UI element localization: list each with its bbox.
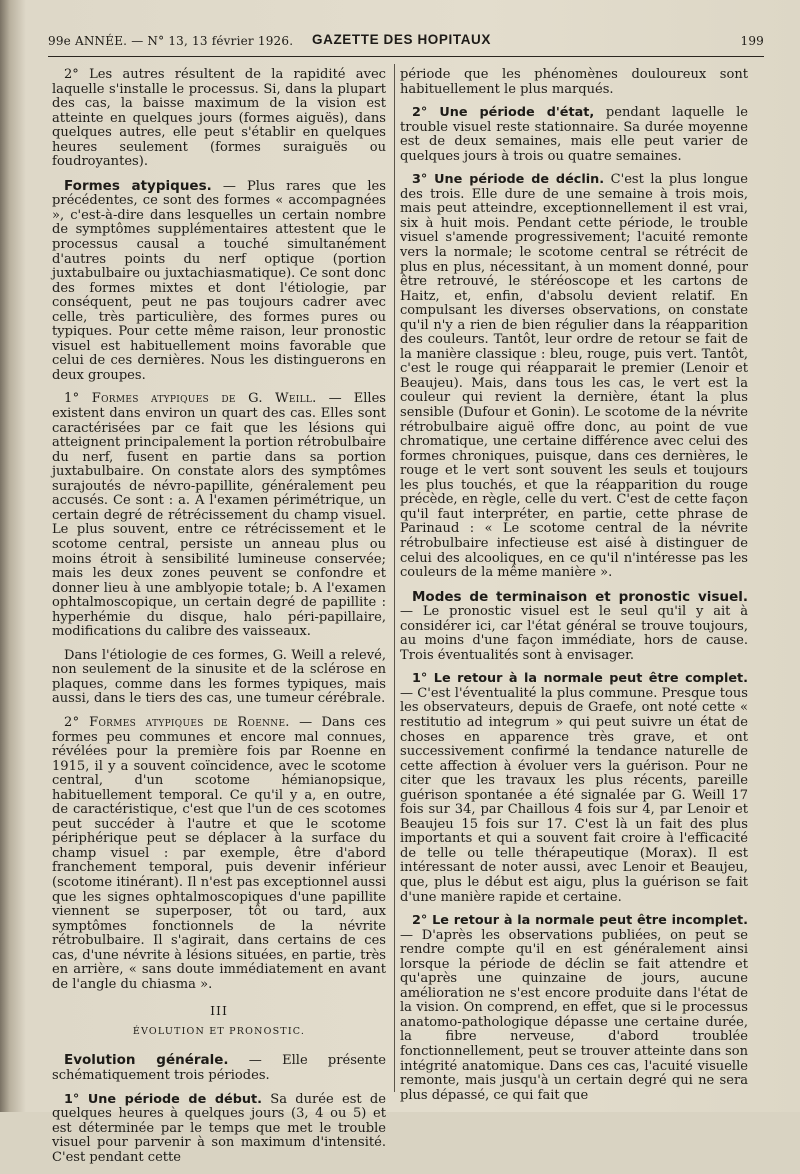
section-lead: 1° Le retour à la normale peut être complet. xyxy=(412,671,748,687)
section-lead: Modes de terminaison et pronostic visuel. xyxy=(412,588,748,605)
header-rule xyxy=(48,56,764,57)
section-lead: 2° Une période d'état, xyxy=(412,105,595,121)
section-lead: 2° Le retour à la normale peut être incomplet. xyxy=(412,913,748,929)
paragraph xyxy=(52,1093,386,1166)
column-divider xyxy=(394,64,395,1092)
paragraph xyxy=(400,590,748,664)
paragraph-text: — Dans ces formes peu communes et encore mal connues, révélées pour la première fois par Roenne en 1915, il y a souvent coïncidence, avec le scotome central, d'un scotome hémianopsique, habituellement temporal. Ce qu'il y a, en outre, de caractéristique, c'est que l'un de ces scotomes peut succéder à l'autre et que le scotome périphérique peut se déplacer à la surface du champ visuel : par exemple, être d'abord franchement temporal, puis devenir inférieur (scotome itinérant). Il n'est pas exceptionnel aussi que les signes ophtalmoscopiques d'une papillite viennent se superposer, tôt ou tard, aux symptômes fonctionnels de la névrite rétrobulbaire. Il s'agirait, dans certains de ces cas, d'une névrite à lésions situées, en partie, très en arrière, « sans doute immédiatement en avant de l'angle du chiasma ». xyxy=(52,714,386,992)
section-lead: 3° Une période de déclin. xyxy=(412,172,605,188)
paragraph: 2° Les autres résultent de la rapidité avec laquelle s'installe le processus. Si, dans la plupart des cas, la baisse maximum de la vision est atteinte en quelques jours (formes aiguës), dans quelques autres, elle peut s'établir en quelques heures seulement (formes suraiguës ou foudroyantes). xyxy=(52,67,386,170)
paragraph-text: — Plus rares que les précédentes, ce sont des formes « accompagnées », c'est-à-dire dans lesquelles un certain nombre de symptômes supplémentaires attestent que le processus causal a touché simultanément d'autres points du nerf optique (portion juxtabulbaire ou juxtachiasmatique). Ce sont donc des formes mixtes et dont l'étiologie, par conséquent, peut ne pas toujours cadrer avec celle, très particulière, des formes pures ou typiques. Pour cette même raison, leur pronostic visuel est habituellement moins favorable que celui de ces dernières. Nous les distinguerons en deux groupes. xyxy=(52,178,386,383)
paragraph-text: C'est la plus longue des trois. Elle dure de une semaine à trois mois, mais peut atteindre, exceptionnellement il est vrai, six à huit mois. Pendant cette période, le trouble visuel s'amende progressivement; l'acuité remonte vers la normale; le scotome central se rétrécit de plus en plus, nécessitant, à un moment donné, pour être retrouvé, le stéréoscope et les cartons de Haitz, et, enfin, d'absolu devient relatif. En compulsant les diverses observations, on constate qu'il n'y a rien de bien régulier dans la réapparition des couleurs. Tantôt, leur ordre de retour se fait de la manière classique : bleu, rouge, puis vert. Tantôt, c'est le rouge qui réapparait le premier (Lenoir et Beaujeu). Mais, dans tous les cas, le vert est la couleur qui revient la dernière, étant la plus sensible (Dufour et Gonin). Le scotome de la névrite rétrobulbaire aiguë offre donc, au point de vue chromatique, une certaine différence avec celui des formes chroniques, puisque, dans ces dernières, le rouge et le vert sont souvent les seuls et toujours les plus touchés, et que la réapparition du rouge précède, en règle, celle du vert. C'est de cette façon qu'il faut interpréter, en partie, cette phrase de Parinaud : « Le scotome central de la névrite rétrobulbaire infectieuse est aisé à distinguer de celui des alcooliques, en ce qu'il n'intéresse pas les couleurs de la même manière ». xyxy=(400,172,748,581)
paragraph-text: — Elles existent dans environ un quart des cas. Elles sont caractérisées par ce fait que les lésions qui atteignent principalement la portion rétrobulbaire du nerf, fusent en partie dans sa portion juxtabulbaire. On constate alors des symptômes surajoutés de névro-papillite, généralement peu accusés. Ce sont : a. A l'examen périmétrique, un certain degré de rétrécissement du champ visuel. Le plus souvent, entre ce rétrécissement et le scotome central, persiste un anneau plus ou moins étroit à sensibilité lumineuse conservée; mais les deux zones peuvent se confondre et donner lieu à une amblyopie totale; b. A l'examen ophtalmoscopique, un certain degré de papillite : hyperhémie du disque, halo péri-papillaire, modifications du calibre des vaisseaux. xyxy=(52,391,386,640)
paragraph xyxy=(400,672,748,905)
paragraph xyxy=(400,914,748,1103)
issue-info: 99e ANNÉE. — N° 13, 13 février 1926. xyxy=(48,34,294,48)
paragraph: période que les phénomènes douloureux sont habituellement le plus marqués. xyxy=(400,67,748,97)
paragraph xyxy=(52,179,386,384)
right-column xyxy=(400,68,748,1112)
left-column xyxy=(52,68,386,1174)
paragraph xyxy=(400,106,748,164)
section-lead: Formes atypiques. xyxy=(64,177,212,194)
paragraph xyxy=(400,173,748,580)
paragraph-text: — C'est l'éventualité la plus commune. Presque tous les observateurs, depuis de Graefe, ont noté cette « restitutio ad integrum » qui peut suivre un état de choses en apparence très grave, et ont successivement confirmé la tendance naturelle de cette affection à évoluer vers la guérison. Pour ne citer que les travaux les plus récents, pareille guérison spontanée a été signalée par G. Weill 17 fois sur 34, par Chaillous 4 fois sur 4, par Lenoir et Beaujeu 15 fois sur 17. C'est là un fait des plus importants et qui a souvent fait croire à l'efficacité de telle ou telle thérapeutique (Morax). Il est intéressant de noter aussi, avec Lenoir et Beaujeu, que, plus le début est aigu, plus la guérison se fait d'une manière rapide et certaine. xyxy=(400,685,748,905)
paragraph-text: — Le pronostic visuel est le seul qu'il y ait à considérer ici, car l'état général se trouve toujours, au moins d'une façon immédiate, hors de cause. Trois éventualités sont à envisager. xyxy=(400,604,748,663)
paragraph xyxy=(52,392,386,639)
section-lead: Evolution générale. xyxy=(64,1052,229,1069)
section-lead: 2° Formes atypiques de Roenne. xyxy=(64,714,290,730)
paragraph xyxy=(52,716,386,992)
paragraph-text: — Elle présente schématiquement trois périodes. xyxy=(52,1053,386,1083)
running-header xyxy=(48,30,764,52)
paragraph xyxy=(52,1053,386,1083)
paragraph: Dans l'étiologie de ces formes, G. Weill a relevé, non seulement de la sinusite et de la sclérose en plaques, comme dans les formes typiques, mais aussi, dans le tiers des cas, une tumeur cérébrale. xyxy=(52,647,386,707)
section-number: III xyxy=(210,1003,228,1019)
section-title: ÉVOLUTION ET PRONOSTIC. xyxy=(132,1025,306,1037)
section-lead: 1° Une période de début. xyxy=(64,1091,262,1107)
paragraph-text: Sa durée est de quelques heures à quelques jours (3, 4 ou 5) et est déterminée par le temps que met le trouble visuel pour parvenir à son maximum d'intensité. C'est pendant cette xyxy=(52,1091,386,1165)
paragraph-text: pendant laquelle le trouble visuel reste stationnaire. Sa durée moyenne est de deux semaines, mais elle peut varier de quelques jours à trois ou quatre semaines. xyxy=(400,105,748,164)
paragraph-text: — D'après les observations publiées, on peut se rendre compte qu'il en est généralement ainsi lorsque la période de déclin se fait attendre et qu'après une quinzaine de jours, aucune amélioration ne s'est encore produite dans l'état de la vision. On comprend, en effet, que si le processus anatomo-pathologique dépasse une certaine durée, la fibre nerveuse, d'abord troublée fonctionnellement, peut se trouver atteinte dans son intégrité anatomique. Dans ces cas, l'acuité visuelle remonte, mais jusqu'à un certain degré qui ne sera plus dépassé, ce qui fait que xyxy=(400,927,748,1103)
page-number: 199 xyxy=(740,34,764,48)
section-lead: 1° Formes atypiques de G. Weill. xyxy=(64,391,317,407)
journal-title: GAZETTE DES HOPITAUX xyxy=(312,32,492,47)
